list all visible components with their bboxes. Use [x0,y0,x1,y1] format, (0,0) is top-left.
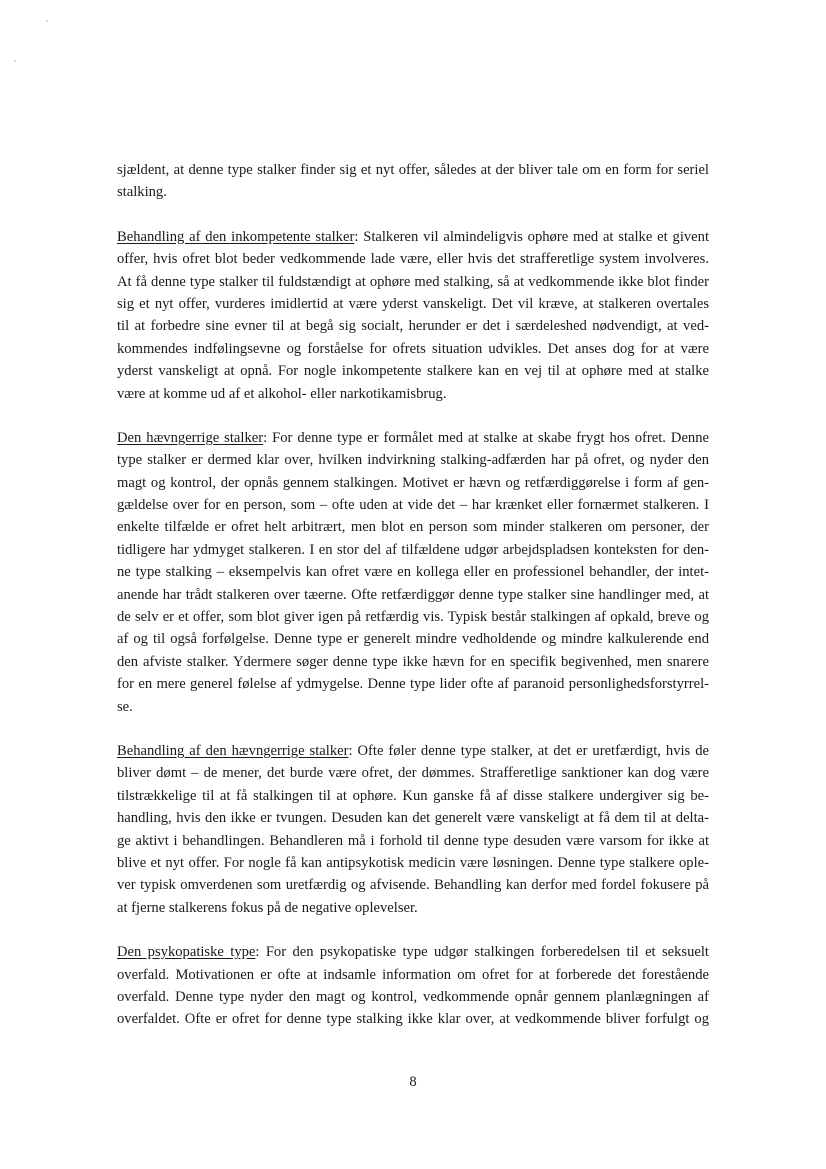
line-text: se. [117,698,133,715]
text-line [117,696,709,718]
section-heading: Behandling af den inkompetente stalker [117,228,355,245]
line-text: kommendes indfølingsevne og forståelse for ofrets situation udvikles. Det anses dog for at være [117,340,709,357]
text-line [117,472,709,494]
line-text: til at forbedre sine evner til at begå sig socialt, herunder er det i særdeleshed nødvendigt, at ved- [117,318,709,335]
text-line [117,740,709,762]
text-line [117,494,709,516]
text-line [117,673,709,695]
text-line [117,271,709,293]
paragraph [117,427,709,718]
line-text: af og til også forfølgelse. Denne type er generelt mindre vedholdende og mindre kalkulerende end [117,631,709,648]
line-text: yderst vanskeligt at opnå. For nogle inkompetente stalkere kan en vej til at ophøre med at stalke [117,363,709,380]
section-heading: Den hævngerrige stalker [117,429,264,446]
page-number: 8 [409,1074,417,1090]
line-text: offer, hvis ofret blot beder vedkommende lade være, eller hvis det strafferetlige system involveres. [117,251,709,268]
line-text: stalking. [117,184,167,201]
text-line [117,964,709,986]
text-line [117,383,709,405]
line-text: anende har trådt stalkeren over tæerne. Ofte retfærdiggør denne type stalker sine handlinger med, at [117,586,709,603]
line-text: : Stalkeren vil almindeligvis ophøre med at stalke et givent [354,228,709,245]
text-line [117,181,709,203]
text-line [117,762,709,784]
scan-speck [14,60,16,62]
line-text: de selv er et offer, som blot giver igen på retfærdig vis. Typisk består stalkingen af opkald, breve og [117,609,709,626]
text-line [117,807,709,829]
text-line [117,449,709,471]
line-text: : For den psykopatiske type udgør stalkingen forberedelsen til et seksuelt [255,944,709,961]
line-text: gældelse over for en person, som – ofte uden at vide det – har krænket eller fornærmet stalkeren. I [117,497,709,514]
scan-speck [46,20,48,22]
line-text: at fjerne stalkerens fokus på de negative oplevelser. [117,899,418,916]
line-text: handling, hvis den ikke er tvungen. Desuden kan det generelt være vanskeligt at få dem til at delta- [117,810,709,827]
text-line [117,516,709,538]
text-line [117,293,709,315]
line-text: overfaldet. Ofte er ofret for denne type stalking ikke klar over, at vedkommende bliver forfulgt og [117,1011,709,1028]
text-line [117,830,709,852]
line-text: tidligere har ydmyget stalkeren. I en stor del af tilfældene udgør arbejdspladsen konteksten for den- [117,541,709,558]
line-text: type stalker er dermed klar over, hvilken indvirkning stalking-adfærden har på ofret, og nyder den [117,452,709,469]
line-text: ge aktivt i behandlingen. Behandleren må i forhold til denne type desuden være varsom for ikke at [117,832,709,849]
line-text: tilstrækkelige til at få stalkingen til at ophøre. Kun ganske få af disse stalkere undergiver sig be- [117,787,709,804]
text-line [117,584,709,606]
line-text: At få denne type stalker til fuldstændigt at ophøre med stalking, så at vedkommende ikke blot finder [117,273,709,290]
line-text: være at komme ud af et alkohol- eller narkotikamisbrug. [117,385,447,402]
text-line [117,606,709,628]
text-line [117,539,709,561]
line-text: ne type stalking – eksempelvis kan ofret være en kollega eller en professionel behandler, der intet- [117,564,709,581]
text-line [117,226,709,248]
document-body [117,159,709,1053]
text-line [117,1008,709,1030]
line-text: sjældent, at denne type stalker finder sig et nyt offer, således at der bliver tale om en form for seriel [117,162,709,178]
line-text: ver typisk omverdenen som uretfærdig og afvisende. Behandling kan derfor med fordel fokusere på [117,877,709,894]
text-line [117,897,709,919]
text-line [117,651,709,673]
text-line [117,248,709,270]
text-line [117,986,709,1008]
line-text: enkelte tilfælde er ofret helt arbitrært, men blot en person som minder stalkeren om personer, der [117,519,709,536]
section-heading: Behandling af den hævngerrige stalker [117,742,349,759]
text-line [117,427,709,449]
text-line [117,315,709,337]
text-line [117,941,709,963]
text-line [117,360,709,382]
line-text: blive et nyt offer. For nogle få kan antipsykotisk medicin være løsningen. Denne type stalkere ople- [117,854,709,871]
line-text: bliver dømt – de mener, det burde være ofret, der dømmes. Strafferetlige sanktioner kan dog være [117,765,709,782]
line-text: overfald. Denne type nyder den magt og kontrol, vedkommende opnår gennem planlægningen af [117,988,709,1005]
line-text: for en mere generel følelse af ydmygelse. Denne type lider ofte af paranoid personlighedsforstyrrel- [117,676,709,693]
section-heading: Den psykopatiske type [117,944,256,961]
text-line [117,338,709,360]
paragraph [117,226,709,405]
text-line [117,159,709,181]
line-text: magt og kontrol, der opnås gennem stalkingen. Motivet er hævn og retfærdiggørelse i form af gen- [117,474,709,491]
text-line [117,561,709,583]
line-text: den afviste stalker. Ydermere søger denne type ikke hævn for en specifik begivenhed, men snarere [117,653,709,670]
text-line [117,628,709,650]
text-line [117,874,709,896]
line-text: sig et nyt offer, vurderes imidlertid at være yderst vanskeligt. Det vil kræve, at stalkeren overtales [117,295,709,312]
line-text: : For denne type er formålet med at stalke at skabe frygt hos ofret. Denne [263,429,709,446]
text-line [117,785,709,807]
paragraph [117,159,709,204]
line-text: : Ofte føler denne type stalker, at det er uretfærdigt, hvis de [348,742,709,759]
line-text: overfald. Motivationen er ofte at indsamle information om ofret for at forberede det forestående [117,966,709,983]
text-line [117,852,709,874]
paragraph [117,941,709,1031]
paragraph [117,740,709,919]
